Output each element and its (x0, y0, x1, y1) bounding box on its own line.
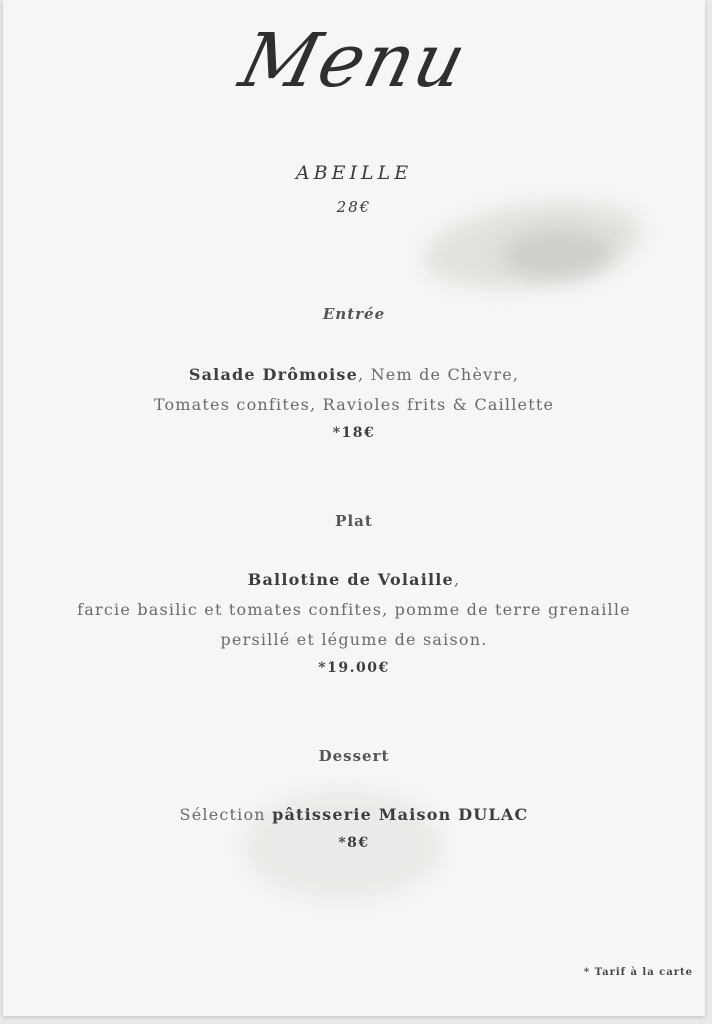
menu-title: Menu (231, 18, 477, 104)
plat-dish-line-3: persillé et légume de saison. (220, 630, 488, 649)
entree-dish-name: Salade Drômoise (188, 365, 358, 384)
menu-card (3, 0, 705, 1016)
dessert-price: *8€ (338, 835, 370, 851)
entree-dish-line-2: Tomates confites, Ravioles frits & Caillette (153, 395, 555, 414)
entree-dish-line-1 (3, 365, 705, 384)
set-menu-name: ABEILLE (295, 162, 413, 184)
plat-dish-name: Ballotine de Volaille (247, 570, 454, 589)
dessert-dish-prefix: Sélection (179, 805, 273, 824)
footnote-tarif: * Tarif à la carte (583, 967, 693, 978)
course-heading-entree: Entrée (322, 305, 386, 323)
plat-price: *19.00€ (318, 660, 390, 676)
dessert-dish-line (3, 805, 705, 824)
plat-dish-line-1 (3, 570, 705, 589)
entree-price: *18€ (332, 425, 376, 441)
course-heading-dessert: Dessert (318, 747, 390, 765)
plat-dish-line-2: farcie basilic et tomates confites, pomme de terre grenaille (77, 600, 631, 619)
plat-dish-desc: , (453, 570, 461, 589)
watercolor-stain (503, 230, 613, 280)
entree-dish-desc: , Nem de Chèvre, (358, 365, 520, 384)
course-heading-plat: Plat (335, 512, 373, 530)
dessert-dish-name: pâtisserie Maison DULAC (272, 805, 529, 824)
set-menu-price: 28€ (336, 198, 372, 216)
